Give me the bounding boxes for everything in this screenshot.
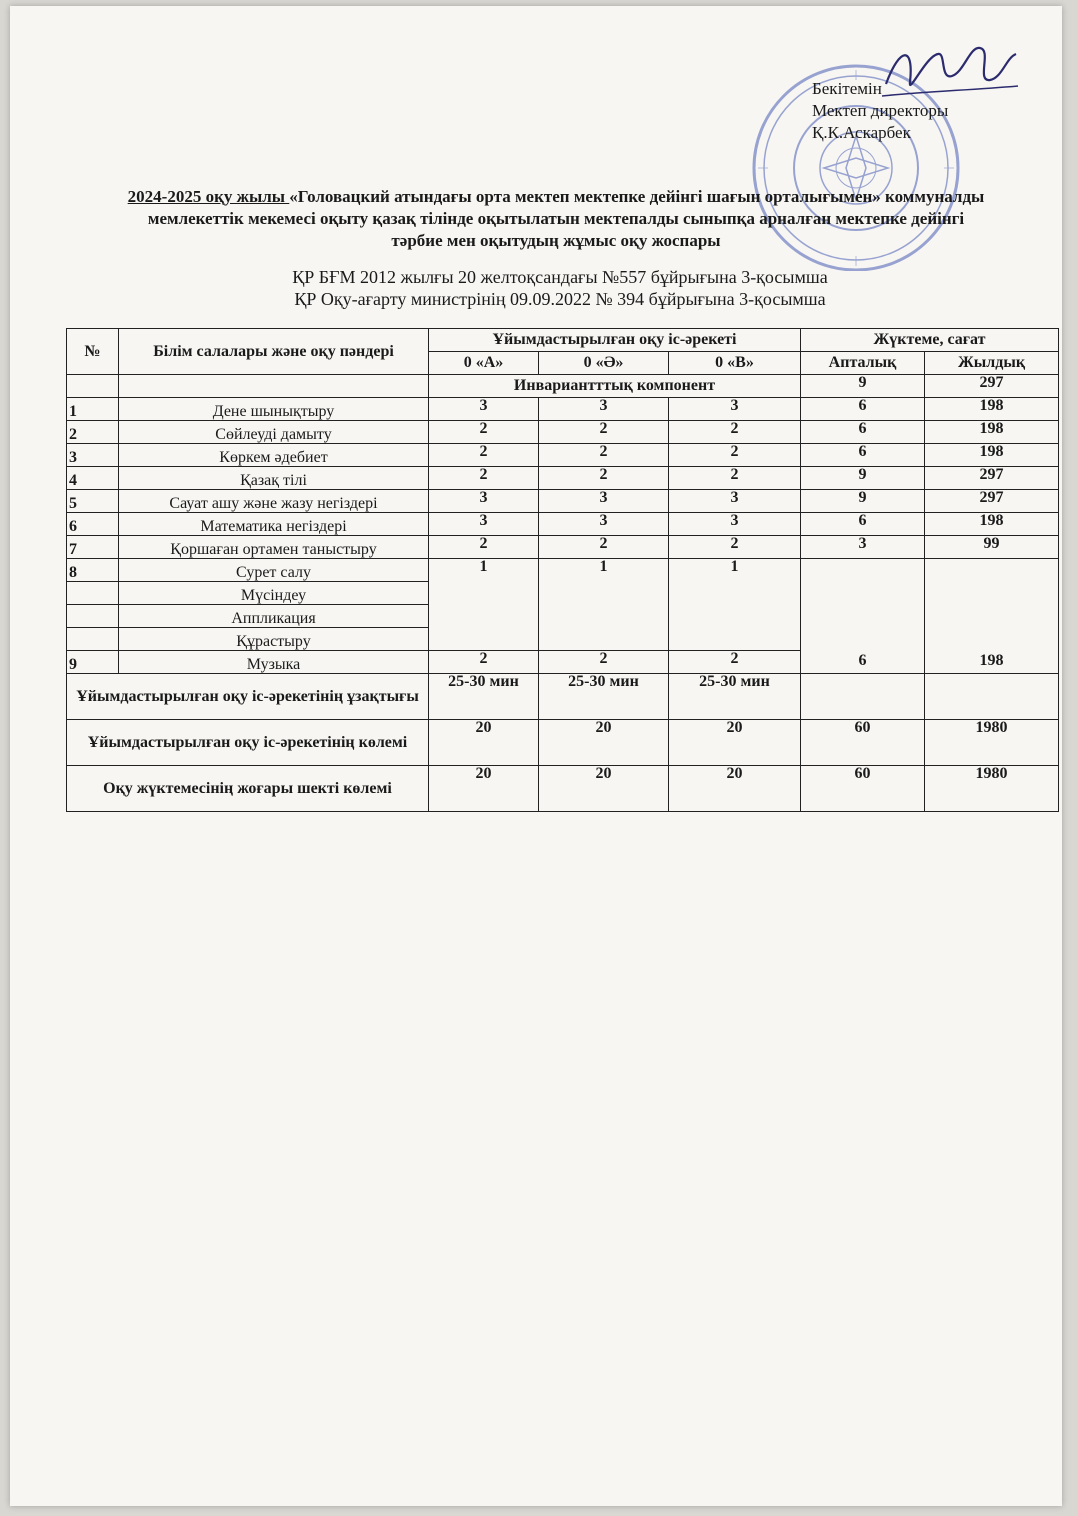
approval-line-3: Қ.К.Аскарбек: [812, 123, 911, 142]
header-class-ae: 0 «Ә»: [539, 352, 669, 375]
table-row: 5 Сауат ашу және жазу негіздері 3 3 3 9 297: [67, 490, 1059, 513]
order-references: [60, 266, 1060, 310]
table-row-art: 8 Сурет салу 1 1 1 6 198: [67, 559, 1059, 582]
component-label: Инвариантттық компонент: [429, 375, 801, 398]
curriculum-table: [66, 328, 1059, 812]
order-line-2: ҚР Оқу-ағарту министрінің 09.09.2022 № 394 бұйрығына 3-қосымша: [294, 289, 826, 309]
component-yearly: 297: [925, 375, 1059, 398]
duration-row: Ұйымдастырылған оқу іс-әрекетінің ұзақтығы 25-30 мин 25-30 мин 25-30 мин: [67, 674, 1059, 720]
header-no: №: [67, 329, 119, 375]
max-load-row: Оқу жүктемесінің жоғары шекті көлемі 20 20 20 60 1980: [67, 766, 1059, 812]
header-class-b: 0 «В»: [669, 352, 801, 375]
title-year: 2024-2025 оқу жылы: [127, 187, 290, 206]
header-load: Жүктеме, сағат: [801, 329, 1059, 352]
component-row: [67, 375, 1059, 398]
header-subject: Білім салалары және оқу пәндері: [119, 329, 429, 375]
table-row-art: Аппликация: [67, 605, 1059, 628]
header-yearly: Жылдық: [925, 352, 1059, 375]
table-row: 4 Қазақ тілі 2 2 2 9 297: [67, 467, 1059, 490]
approval-block: [812, 78, 948, 144]
table-row: 1 Дене шынықтыру 3 3 3 6 198: [67, 398, 1059, 421]
title-line-2: мемлекеттік мекемесі оқыту қазақ тілінде оқытылатын мектепалды сыныпқа арналған мектепке дейінгі: [147, 209, 965, 228]
title-line-1: «Головацкий атындағы орта мектеп мектепке дейінгі шағын орталығымен» коммуналды: [289, 187, 985, 206]
approval-line-1: Бекітемін: [812, 79, 882, 98]
order-line-1: ҚР БҒМ 2012 жылғы 20 желтоқсандағы №557 бұйрығына 3-қосымша: [292, 267, 828, 287]
title-line-3: тәрбие мен оқытудың жұмыс оқу жоспары: [391, 231, 721, 250]
header-class-a: 0 «А»: [429, 352, 539, 375]
table-row-art: Мүсіндеу: [67, 582, 1059, 605]
table-row: 2 Сөйлеуді дамыту 2 2 2 6 198: [67, 421, 1059, 444]
table-row: 7 Қоршаған ортамен таныстыру 2 2 2 3 99: [67, 536, 1059, 559]
table-row: 6 Математика негіздері 3 3 3 6 198: [67, 513, 1059, 536]
header-organized: Ұйымдастырылған оқу іс-әрекеті: [429, 329, 801, 352]
table-row-music: 9 Музыка 2 2 2: [67, 651, 1059, 674]
table-row-art: Құрастыру: [67, 628, 1059, 651]
document-title: [60, 186, 1052, 252]
volume-row: Ұйымдастырылған оқу іс-әрекетінің көлемі 20 20 20 60 1980: [67, 720, 1059, 766]
component-weekly: 9: [801, 375, 925, 398]
approval-line-2: Мектеп директоры: [812, 101, 949, 120]
table-row: 3 Көркем әдебиет 2 2 2 6 198: [67, 444, 1059, 467]
table-header-row: [67, 329, 1059, 352]
header-weekly: Апталық: [801, 352, 925, 375]
